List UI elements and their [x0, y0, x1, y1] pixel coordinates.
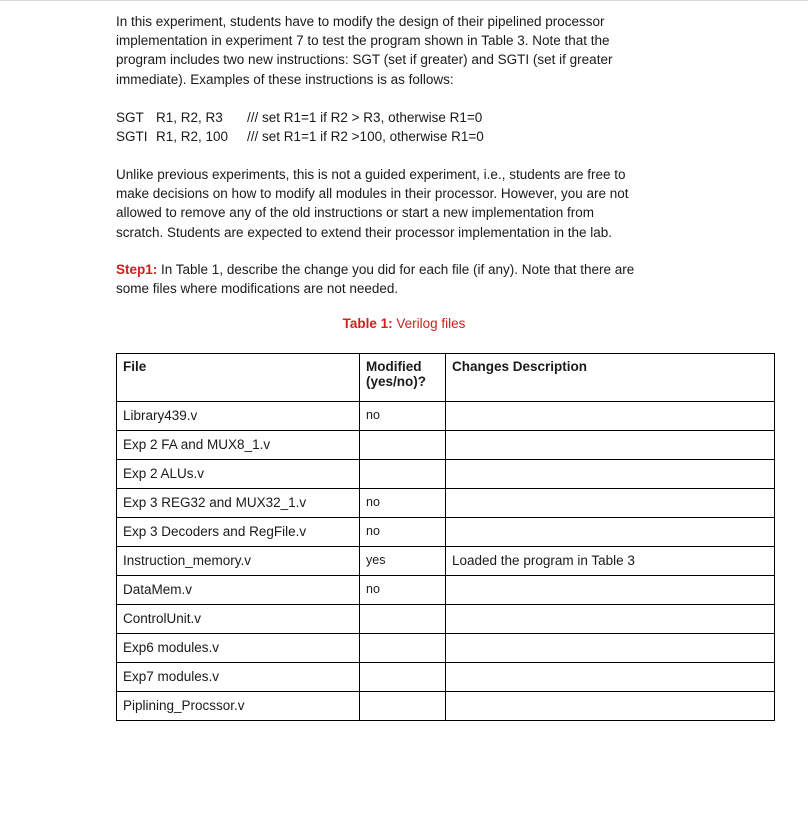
instruction-comment: /// set R1=1 if R2 >100, otherwise R1=0: [247, 129, 484, 145]
verilog-files-table: [116, 353, 775, 721]
guidance-line: Unlike previous experiments, this is not a guided experiment, i.e., students are free to: [116, 167, 626, 182]
file-cell: ControlUnit.v: [117, 605, 360, 634]
table-row: [117, 547, 775, 576]
changes-cell: Loaded the program in Table 3: [446, 547, 775, 576]
header-modified-line: Modified: [366, 359, 422, 374]
intro-line: implementation in experiment 7 to test the program shown in Table 3. Note that the: [116, 33, 610, 49]
step1-text: In Table 1, describe the change you did for each file (if any). Note that there are: [157, 262, 635, 277]
instruction-comment: /// set R1=1 if R2 > R3, otherwise R1=0: [247, 110, 483, 125]
table-row: [117, 489, 775, 518]
table-row: [117, 518, 775, 547]
file-cell: Library439.v: [117, 402, 360, 431]
table-row: [117, 402, 775, 431]
changes-cell: [446, 634, 775, 663]
table-caption-text: Verilog files: [392, 316, 466, 331]
table-caption-label: Table 1:: [342, 316, 393, 331]
table-row: [117, 663, 775, 692]
intro-paragraph: [116, 12, 696, 89]
file-cell: Exp 3 REG32 and MUX32_1.v: [117, 489, 360, 518]
instruction-example-sgti: [116, 127, 484, 146]
instruction-examples: [116, 108, 484, 146]
file-cell: Piplining_Procssor.v: [117, 692, 360, 721]
instruction-opcode: SGTI: [116, 129, 148, 145]
instruction-args: R1, R2, 100: [156, 129, 229, 145]
intro-line: In this experiment, students have to modify the design of their pipelined processor: [116, 14, 605, 29]
instruction-example-sgt: [116, 108, 484, 127]
modified-cell: no: [360, 489, 446, 518]
modified-cell: [360, 431, 446, 460]
intro-line: immediate). Examples of these instructions is as follows:: [116, 71, 454, 87]
guidance-line: make decisions on how to modify all modules in their processor. However, you are not: [116, 186, 629, 202]
modified-cell: no: [360, 518, 446, 547]
guidance-line: allowed to remove any of the old instructions or start a new implementation from: [116, 205, 594, 221]
changes-cell: [446, 576, 775, 605]
table-row: [117, 576, 775, 605]
page-top-border: [0, 0, 808, 1]
modified-cell: no: [360, 402, 446, 431]
file-cell: Exp 2 FA and MUX8_1.v: [117, 431, 360, 460]
changes-cell: [446, 460, 775, 489]
changes-cell: [446, 692, 775, 721]
header-file: File: [117, 354, 360, 402]
header-changes: Changes Description: [446, 354, 775, 402]
file-cell: Exp7 modules.v: [117, 663, 360, 692]
modified-cell: [360, 692, 446, 721]
step1-label: Step1:: [116, 262, 158, 277]
changes-cell: [446, 402, 775, 431]
table-row: [117, 605, 775, 634]
modified-cell: [360, 605, 446, 634]
header-modified-line: (yes/no)?: [366, 374, 427, 389]
step1-paragraph: [116, 260, 696, 298]
instruction-opcode: SGT: [116, 110, 144, 125]
table-header-row: [117, 354, 775, 402]
table-row: [117, 692, 775, 721]
modified-cell: yes: [360, 547, 446, 576]
intro-line: program includes two new instructions: SGT (set if greater) and SGTI (set if greater: [116, 52, 613, 68]
file-cell: Exp 2 ALUs.v: [117, 460, 360, 489]
header-modified: [360, 354, 446, 402]
changes-cell: [446, 431, 775, 460]
step1-text-continued: some files where modifications are not needed.: [116, 281, 399, 297]
modified-cell: no: [360, 576, 446, 605]
instruction-args: R1, R2, R3: [156, 110, 223, 125]
changes-cell: [446, 518, 775, 547]
changes-cell: [446, 489, 775, 518]
guidance-paragraph: [116, 165, 696, 242]
file-cell: DataMem.v: [117, 576, 360, 605]
table-row: [117, 634, 775, 663]
table-caption: [0, 316, 808, 331]
modified-cell: [360, 460, 446, 489]
file-cell: Exp6 modules.v: [117, 634, 360, 663]
modified-cell: [360, 663, 446, 692]
file-cell: Instruction_memory.v: [117, 547, 360, 576]
changes-cell: [446, 605, 775, 634]
modified-cell: [360, 634, 446, 663]
guidance-line: scratch. Students are expected to extend their processor implementation in the lab.: [116, 224, 613, 240]
table-row: [117, 460, 775, 489]
table-row: [117, 431, 775, 460]
changes-cell: [446, 663, 775, 692]
file-cell: Exp 3 Decoders and RegFile.v: [117, 518, 360, 547]
